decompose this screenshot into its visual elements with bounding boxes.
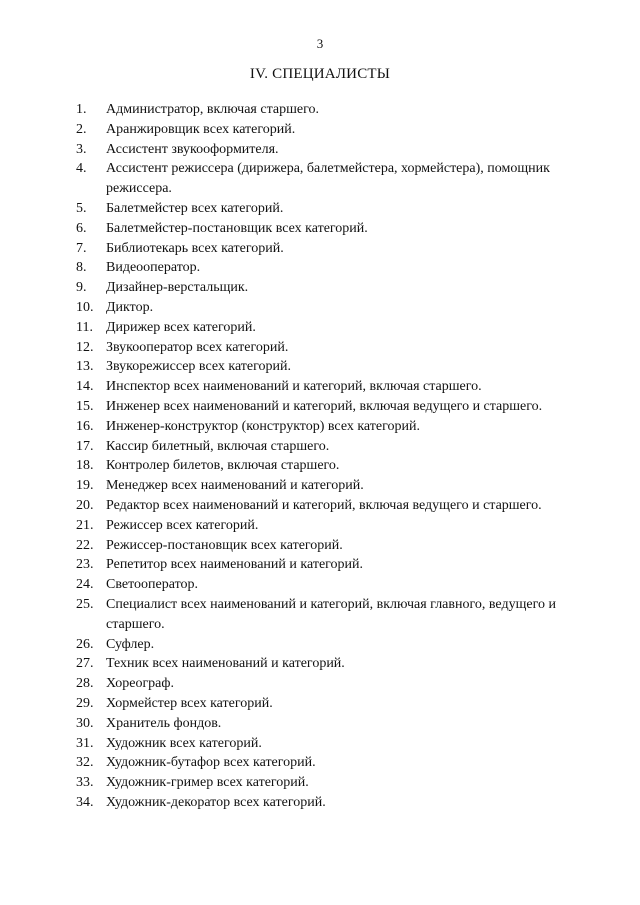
list-item-text: Видеооператор.: [106, 260, 201, 276]
section-title: IV. СПЕЦИАЛИСТЫ: [249, 66, 391, 82]
list-item-number-label: 31.: [76, 735, 94, 751]
list-item-number: [70, 338, 106, 358]
list-item-number-label: 7.: [76, 240, 87, 256]
list-item: [70, 239, 600, 259]
list-item-number: [70, 159, 106, 199]
list-item-number-label: 26.: [76, 636, 94, 652]
list-item-number-label: 32.: [76, 755, 94, 771]
list-item-number: [70, 476, 106, 496]
list-item-number-label: 3.: [76, 141, 87, 157]
list-item-number-label: 21.: [76, 517, 94, 533]
list-item-number: [70, 575, 106, 595]
list-item-text: Диктор.: [106, 299, 154, 315]
list-item-number: [70, 397, 106, 417]
list-item: [70, 258, 600, 278]
list-item: [70, 357, 600, 377]
list-item: [70, 140, 600, 160]
list-item: [70, 377, 600, 397]
list-item-number-label: 16.: [76, 418, 94, 434]
list-item-number: [70, 654, 106, 674]
list-item-number: [70, 258, 106, 278]
list-item-text: Художник-бутафор всех категорий.: [106, 755, 316, 771]
list-item: [70, 674, 600, 694]
list-item-number-label: 1.: [76, 102, 87, 117]
list-item-number-label: 15.: [76, 398, 94, 414]
list-item-number: [70, 734, 106, 754]
list-item-text: Звукооператор всех категорий.: [106, 339, 289, 355]
list-item-number: [70, 357, 106, 377]
list-item-number: [70, 793, 106, 813]
list-item-number: [70, 219, 106, 239]
list-item-number: [70, 278, 106, 298]
list-item-text: Библиотекарь всех категорий.: [106, 240, 284, 256]
list-item-text: Инспектор всех наименований и категорий, включая старшего.: [106, 379, 482, 395]
list-item-text: Ассистент режиссера (дирижера, балетмейстера, хормейстера), помощник режиссера.: [106, 161, 550, 197]
list-item-text: Инженер всех наименований и категорий, включая ведущего и старшего.: [106, 398, 543, 414]
list-item-number-label: 10.: [76, 299, 94, 315]
list-item-text: Светооператор.: [106, 577, 199, 593]
list-item-text: Балетмейстер-постановщик всех категорий.: [106, 220, 368, 236]
list-item-text: Аранжировщик всех категорий.: [106, 121, 296, 137]
list-item-text: Балетмейстер всех категорий.: [106, 200, 284, 216]
list-item-number-label: 5.: [76, 200, 87, 216]
list-item: [70, 397, 600, 417]
list-item: [70, 298, 600, 318]
list-item-number-label: 22.: [76, 537, 94, 553]
page-number: 3: [316, 36, 324, 51]
list-item-number-label: 29.: [76, 695, 94, 711]
list-item: [70, 516, 600, 536]
list-item: [70, 338, 600, 358]
list-item-number-label: 6.: [76, 220, 87, 236]
list-item-number-label: 25.: [76, 596, 94, 612]
list-item-number: [70, 536, 106, 556]
list-item-number-label: 24.: [76, 577, 94, 593]
list-item-text: Режиссер всех категорий.: [106, 517, 259, 533]
list-item: [70, 595, 600, 635]
list-item-number: [70, 120, 106, 140]
list-item-text: Кассир билетный, включая старшего.: [106, 438, 330, 454]
list-item-number: [70, 694, 106, 714]
list-item: [70, 793, 600, 813]
list-item-number-label: 28.: [76, 676, 94, 692]
list-item-number: [70, 199, 106, 219]
list-item-text: Художник всех категорий.: [106, 735, 262, 751]
list-item-text: Администратор, включая старшего.: [106, 102, 319, 117]
list-item-number: [70, 555, 106, 575]
list-item: [70, 773, 600, 793]
list-item-number-label: 13.: [76, 359, 94, 375]
list-item-text: Режиссер-постановщик всех категорий.: [106, 537, 343, 553]
list-item: [70, 278, 600, 298]
list-item-text: Художник-декоратор всех категорий.: [106, 794, 326, 810]
list-item-number-label: 18.: [76, 458, 94, 474]
list-item-text: Дизайнер-верстальщик.: [106, 280, 249, 296]
list-item: [70, 635, 600, 655]
list-item-text: Специалист всех наименований и категорий, включая главного, ведущего и старшего.: [106, 596, 556, 632]
list-item: [70, 417, 600, 437]
list-item-number-label: 4.: [76, 161, 87, 177]
list-item-number: [70, 377, 106, 397]
list-item-number-label: 30.: [76, 715, 94, 731]
list-item-text: Ассистент звукооформителя.: [106, 141, 279, 157]
list-item-number: [70, 674, 106, 694]
list-item-number: [70, 298, 106, 318]
list-item-number: [70, 456, 106, 476]
list-item-number: [70, 595, 106, 635]
list-item-text: Хореограф.: [106, 676, 174, 692]
list-item-number: [70, 100, 106, 120]
specialists-list: [70, 100, 600, 813]
list-item-text: Редактор всех наименований и категорий, включая ведущего и старшего.: [106, 497, 542, 513]
list-item-number: [70, 773, 106, 793]
list-item: [70, 555, 600, 575]
list-item: [70, 496, 600, 516]
list-item-number-label: 12.: [76, 339, 94, 355]
list-item-number: [70, 437, 106, 457]
list-item: [70, 654, 600, 674]
list-item: [70, 456, 600, 476]
list-item-number: [70, 318, 106, 338]
list-item-text: Техник всех наименований и категорий.: [106, 656, 345, 672]
list-item-text: Хранитель фондов.: [106, 715, 222, 731]
list-item-number: [70, 496, 106, 516]
list-item-text: Контролер билетов, включая старшего.: [106, 458, 340, 474]
list-item: [70, 714, 600, 734]
list-item: [70, 476, 600, 496]
list-item-number-label: 9.: [76, 280, 87, 296]
list-item: [70, 120, 600, 140]
list-item-text: Дирижер всех категорий.: [106, 319, 256, 335]
list-item-text: Инженер-конструктор (конструктор) всех категорий.: [106, 418, 420, 434]
list-item: [70, 159, 600, 199]
list-item: [70, 536, 600, 556]
list-item-number-label: 19.: [76, 478, 94, 494]
list-item-number: [70, 239, 106, 259]
list-item-number-label: 17.: [76, 438, 94, 454]
list-item-text: Суфлер.: [106, 636, 155, 652]
list-item-number-label: 34.: [76, 794, 94, 810]
list-item-number-label: 20.: [76, 497, 94, 513]
list-item: [70, 753, 600, 773]
list-item-text: Репетитор всех наименований и категорий.: [106, 557, 364, 573]
list-item-text: Менеджер всех наименований и категорий.: [106, 478, 364, 494]
list-item-number: [70, 516, 106, 536]
list-item: [70, 575, 600, 595]
list-item: [70, 437, 600, 457]
list-item: [70, 219, 600, 239]
list-item: [70, 199, 600, 219]
list-item-number-label: 11.: [76, 319, 93, 335]
list-item: [70, 734, 600, 754]
list-item-number-label: 23.: [76, 557, 94, 573]
list-item-number: [70, 417, 106, 437]
list-item: [70, 318, 600, 338]
list-item-number: [70, 714, 106, 734]
list-item-text: Художник-гример всех категорий.: [106, 775, 309, 791]
list-item: [70, 100, 600, 120]
list-item-number: [70, 140, 106, 160]
list-item-number-label: 8.: [76, 260, 87, 276]
list-item-text: Хормейстер всех категорий.: [106, 695, 273, 711]
list-item-number-label: 27.: [76, 656, 94, 672]
list-item-number-label: 2.: [76, 121, 87, 137]
list-item-number-label: 14.: [76, 379, 94, 395]
list-item-text: Звукорежиссер всех категорий.: [106, 359, 292, 375]
list-item-number: [70, 635, 106, 655]
list-item-number: [70, 753, 106, 773]
list-item: [70, 694, 600, 714]
list-item-number-label: 33.: [76, 775, 94, 791]
